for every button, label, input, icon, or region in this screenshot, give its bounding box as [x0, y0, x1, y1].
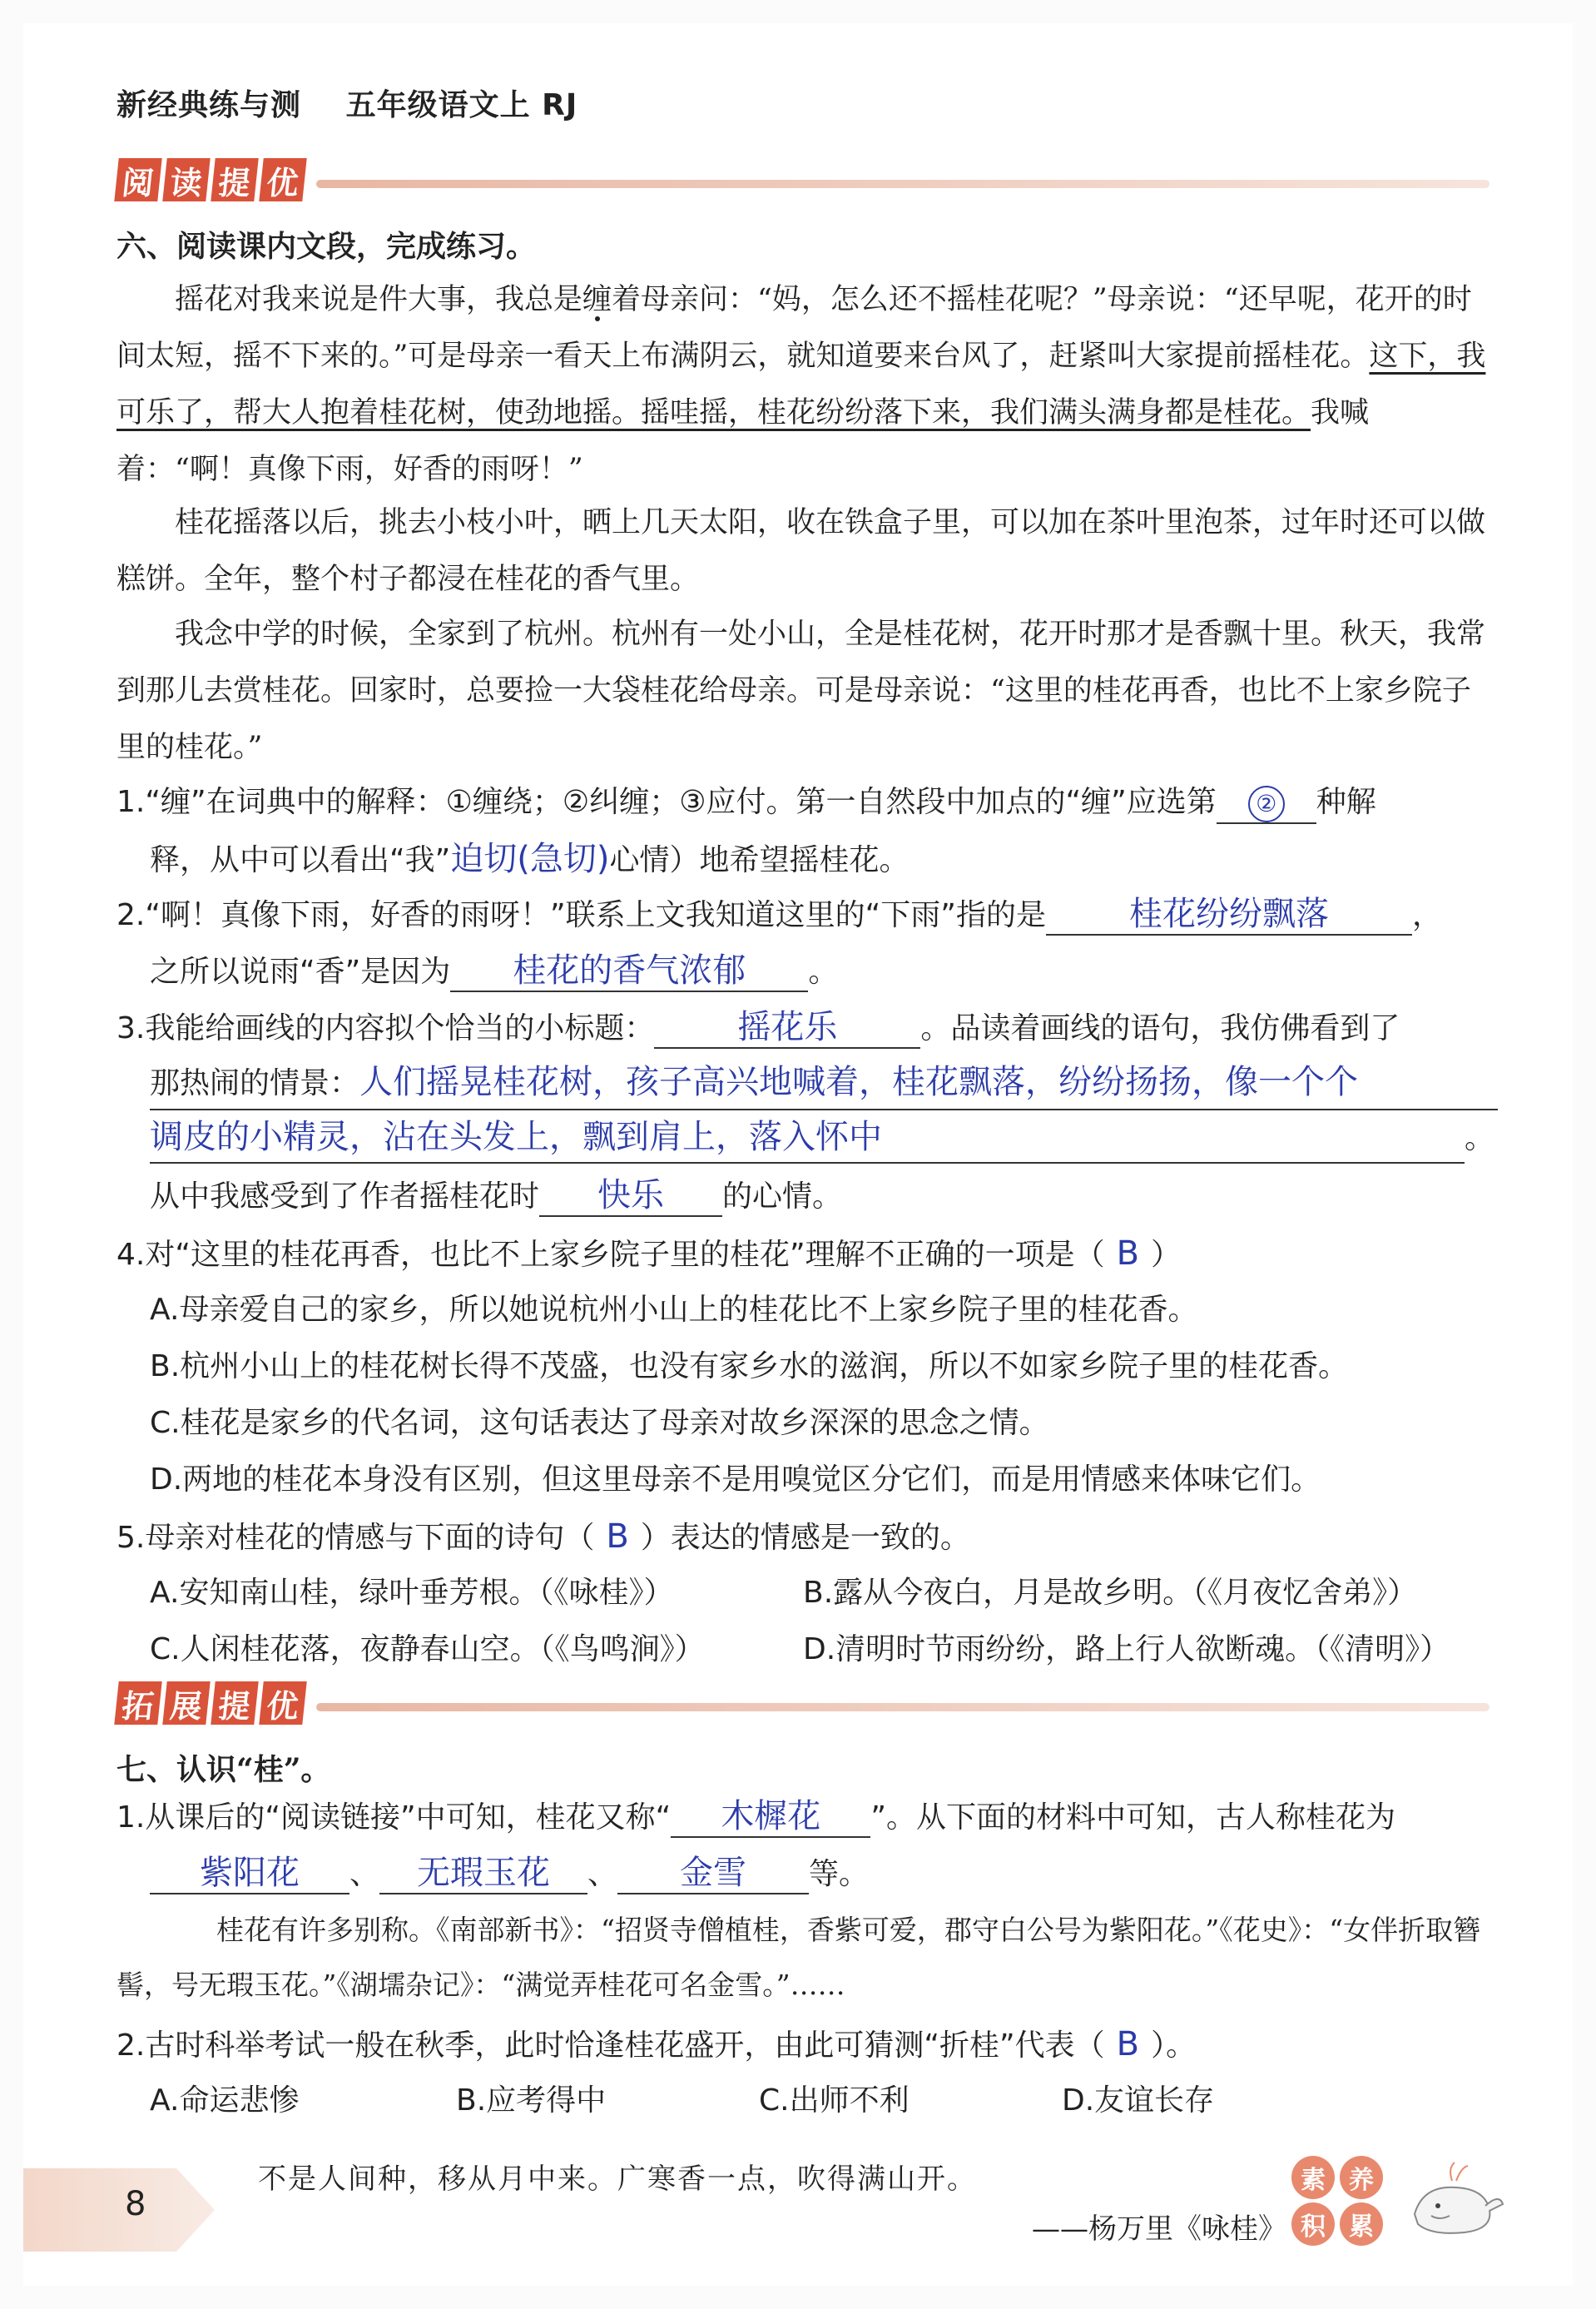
- underlined-sentence: 这下，我可乐了，帮大人抱着桂花树，使劲地摇。摇哇摇，桂花纷纷落下来，我们满头满身都是桂花。: [116, 340, 1486, 430]
- answer-blank[interactable]: 金雪: [617, 1853, 809, 1894]
- answer: 迫切(急切): [450, 840, 610, 878]
- section-divider: [316, 180, 1489, 188]
- answer-blank[interactable]: 木樨花: [671, 1796, 870, 1838]
- question-3-line-4: [150, 1169, 1531, 1225]
- passage-paragraph-3: 我念中学的时候，全家到了杭州。杭州有一处小山，全是桂花树，花开时那才是香飘十里。秋天，我常到那儿去赏桂花。回家时，总要捡一大袋桂花给母亲。可是母亲说：“这里的桂花再香，也比不上家乡院子里的桂花。”: [116, 618, 1486, 764]
- section-bar-reading: [116, 158, 1489, 208]
- text: ）。: [1151, 2028, 1197, 2063]
- answer-blank[interactable]: [1217, 781, 1316, 824]
- option-c[interactable]: C.出师不利: [759, 2083, 910, 2118]
- question-1-line-2: [150, 831, 1531, 889]
- text: 。品读着画线的语句，我仿佛看到了: [920, 1011, 1400, 1045]
- question-3-line-1: [116, 1001, 1498, 1057]
- reference-material: 桂花有许多别称。《南部新书》：“招贤寺僧植桂，香紫可爱，郡守白公号为紫阳花。”《花史》：“女伴折取簪髻，号无瑕玉花。”《湖壖杂记》：“满觉弄桂花可名金雪。”……: [116, 1914, 1481, 2001]
- answer-blank[interactable]: 无瑕玉花: [379, 1853, 587, 1894]
- answer: B: [1116, 2025, 1140, 2063]
- option-b[interactable]: B.露从今夜白，月是故乡明。（《月夜忆舍弟》）: [803, 1576, 1418, 1610]
- whale-icon: [1406, 2156, 1506, 2247]
- section-tile: 提: [211, 1681, 258, 1725]
- passage-paragraph-1: [116, 271, 1498, 498]
- option-a[interactable]: A.命运悲惨: [150, 2083, 300, 2118]
- dotted-char: 缠: [582, 283, 612, 316]
- text: ”。从下面的材料中可知，古人称桂花为: [870, 1800, 1395, 1835]
- text: 等。: [809, 1857, 870, 1891]
- text: 种解: [1316, 785, 1376, 819]
- badge: 积: [1291, 2202, 1335, 2246]
- question-2-line-2: [150, 944, 1531, 1001]
- section-tile: 优: [259, 1681, 306, 1725]
- passage-paragraph-2: 桂花摇落以后，挑去小枝小叶，晒上几天太阳，收在铁盒子里，可以加在茶叶里泡茶，过年时还可以做糕饼。全年，整个村子都浸在桂花的香气里。: [116, 506, 1486, 596]
- text: 。: [808, 955, 839, 989]
- section-tile: 优: [259, 158, 306, 201]
- question-3-line-2: [150, 1057, 1498, 1110]
- text: 、: [587, 1857, 618, 1891]
- section-title: 七、认识“桂”。: [116, 1752, 331, 1787]
- option-d[interactable]: D.友谊长存: [1062, 2083, 1215, 2118]
- text: 着母亲问：“妈，怎么还不摇桂花呢？”母亲说：“还早呢，花开的时间太短，摇不下来的。”可是母亲一看天上布满阴云，就知道要来台风了，赶紧叫大家提前摇桂花。: [116, 283, 1472, 373]
- text: 我喊着：“啊！真像下雨，好香的雨呀！”: [116, 396, 1370, 486]
- page-number: 8: [125, 2185, 146, 2223]
- page-number-tab: [23, 2168, 215, 2252]
- question-5-stem: [116, 1508, 1498, 1567]
- book-subtitle: 五年级语文上 RJ: [345, 88, 578, 122]
- text: ）: [1151, 1238, 1182, 1272]
- text: 5.母亲对桂花的情感与下面的诗句（: [116, 1521, 595, 1555]
- answer-blank[interactable]: 紫阳花: [150, 1853, 349, 1894]
- answer: ②: [1248, 786, 1285, 822]
- text: 的心情。: [722, 1179, 843, 1214]
- section-tile: 展: [162, 1681, 210, 1725]
- text: 摇花对我来说是件大事，我总是: [175, 283, 583, 316]
- section-divider: [316, 1703, 1489, 1711]
- text: 心情）地希望摇桂花。: [609, 843, 910, 877]
- text: 那热闹的情景：: [150, 1066, 360, 1100]
- badge: 素: [1291, 2156, 1335, 2199]
- option-c[interactable]: C.桂花是家乡的代名词，这句话表达了母亲对故乡深深的思念之情。: [150, 1406, 1049, 1440]
- section-title: 六、阅读课内文段，完成练习。: [116, 229, 537, 264]
- question-1-line-1: [116, 774, 1498, 831]
- section-bar-extension: [116, 1681, 1489, 1731]
- option-d[interactable]: D.两地的桂花本身没有区别，但这里母亲不是用嗅觉区分它们，而是用情感来体味它们。: [150, 1462, 1321, 1497]
- section-tile: 阅: [114, 158, 161, 201]
- text: 从中我感受到了作者摇桂花时: [150, 1179, 540, 1214]
- question-7-1-line-2: [150, 1846, 1531, 1903]
- question-3-line-3: [150, 1112, 1498, 1164]
- badge: 养: [1340, 2156, 1383, 2199]
- section-tile: 提: [211, 158, 258, 201]
- option-a[interactable]: A.安知南山桂，绿叶垂芳根。（《咏桂》）: [150, 1576, 674, 1610]
- text: 释，从中可以看出“我”: [150, 843, 451, 877]
- answer-blank[interactable]: 桂花的香气浓郁: [450, 951, 808, 992]
- question-7-2-stem: [116, 2016, 1498, 2074]
- badge: 累: [1340, 2202, 1383, 2246]
- text: 之所以说雨“香”是因为: [150, 955, 451, 989]
- text: 2.古时科举考试一般在秋季，此时恰逢桂花盛开，由此可猜测“折桂”代表（: [116, 2028, 1105, 2063]
- option-d[interactable]: D.清明时节雨纷纷，路上行人欲断魂。（《清明》）: [803, 1632, 1450, 1666]
- text: 1.从课后的“阅读链接”中可知，桂花又称“: [116, 1800, 672, 1835]
- text: 2.“啊！真像下雨，好香的雨呀！”联系上文我知道这里的“下雨”指的是: [116, 898, 1046, 932]
- text: 3.我能给画线的内容拟个恰当的小标题：: [116, 1011, 655, 1045]
- question-7-1-line-1: [116, 1790, 1498, 1846]
- option-b[interactable]: B.杭州小山上的桂花树长得不茂盛，也没有家乡水的滋润，所以不如家乡院子里的桂花香。: [150, 1349, 1349, 1383]
- question-4-stem: [116, 1225, 1498, 1284]
- page-header: [116, 82, 611, 124]
- answer: B: [606, 1517, 629, 1556]
- answer-blank[interactable]: 快乐: [539, 1175, 722, 1217]
- footer-poem-author: ——杨万里《咏桂》: [1032, 2212, 1286, 2246]
- question-2-line-1: [116, 887, 1498, 944]
- text: 。: [1465, 1121, 1495, 1155]
- answer: B: [1116, 1234, 1140, 1273]
- text: 1.“缠”在词典中的解释：①缠绕；②纠缠；③应付。第一自然段中加点的“缠”应选第: [116, 785, 1217, 819]
- section-tile: 读: [162, 158, 210, 201]
- text: 、: [349, 1857, 380, 1891]
- answer-blank[interactable]: 摇花乐: [654, 1007, 920, 1049]
- text: 4.对“这里的桂花再香，也比不上家乡院子里的桂花”理解不正确的一项是（: [116, 1238, 1105, 1272]
- text: ，: [1411, 898, 1442, 932]
- book-title: 新经典练与测: [116, 88, 302, 122]
- footer-poem: 不是人间种，移从月中来。广寒香一点，吹得满山开。: [258, 2163, 977, 2196]
- option-c[interactable]: C.人闲桂花落，夜静春山空。（《鸟鸣涧》）: [150, 1632, 705, 1666]
- text: ）表达的情感是一致的。: [640, 1521, 970, 1555]
- option-b[interactable]: B.应考得中: [456, 2083, 607, 2118]
- answer: 人们摇晃桂花树，孩子高兴地喊着，桂花飘落，纷纷扬扬，像一个个: [359, 1063, 1359, 1101]
- section-tile: 拓: [114, 1681, 161, 1725]
- option-a[interactable]: A.母亲爱自己的家乡，所以她说杭州小山上的桂花比不上家乡院子里的桂花香。: [150, 1293, 1198, 1327]
- answer: 调皮的小精灵，沾在头发上，飘到肩上，落入怀中: [150, 1112, 1465, 1164]
- answer-blank[interactable]: 桂花纷纷飘落: [1046, 894, 1412, 936]
